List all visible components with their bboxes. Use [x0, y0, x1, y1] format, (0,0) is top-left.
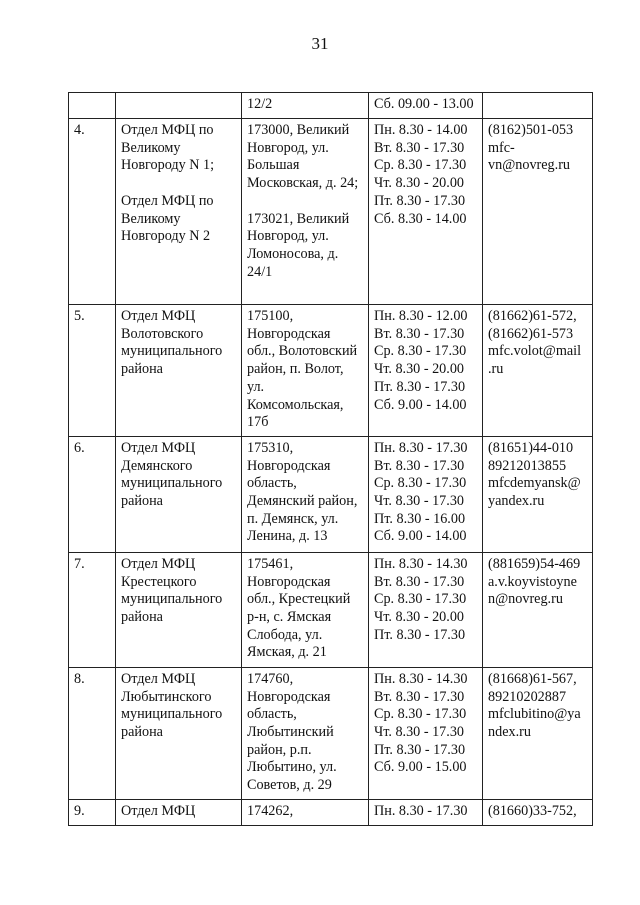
row-number-cell: 6. [69, 436, 116, 552]
office-name-cell: Отдел МФЦ Любытинского муниципального района [116, 667, 242, 799]
row-number-cell: 4. [69, 119, 116, 305]
contacts-cell [483, 93, 593, 119]
table-row [69, 799, 593, 825]
office-name-cell [116, 93, 242, 119]
hours-cell: Пн. 8.30 - 14.00 Вт. 8.30 - 17.30 Ср. 8.30 - 17.30 Чт. 8.30 - 20.00 Пт. 8.30 - 17.30 Сб. 8.30 - 14.00 [369, 119, 483, 305]
table-row [69, 436, 593, 552]
mfc-offices-table [68, 92, 593, 826]
contacts-cell: (81660)33-752, [483, 799, 593, 825]
address-cell: 174262, [242, 799, 369, 825]
hours-cell: Пн. 8.30 - 17.30 [369, 799, 483, 825]
office-name-cell: Отдел МФЦ [116, 799, 242, 825]
address-cell: 175310, Новгородская область, Демянский район, п. Демянск, ул. Ленина, д. 13 [242, 436, 369, 552]
address-cell: 12/2 [242, 93, 369, 119]
office-name-cell: Отдел МФЦ Крестецкого муниципального района [116, 552, 242, 667]
hours-cell: Сб. 09.00 - 13.00 [369, 93, 483, 119]
row-number-cell: 5. [69, 305, 116, 437]
contacts-cell: (8162)501-053 mfc- vn@novreg.ru [483, 119, 593, 305]
hours-cell: Пн. 8.30 - 17.30 Вт. 8.30 - 17.30 Ср. 8.30 - 17.30 Чт. 8.30 - 17.30 Пт. 8.30 - 16.00 Сб. 9.00 - 14.00 [369, 436, 483, 552]
contacts-cell: (81668)61-567, 89210202887 mfclubitino@ya ndex.ru [483, 667, 593, 799]
address-cell: 175461, Новгородская обл., Крестецкий р-н, с. Ямская Слобода, ул. Ямская, д. 21 [242, 552, 369, 667]
office-name-cell: Отдел МФЦ Демянского муниципального района [116, 436, 242, 552]
row-number-cell: 8. [69, 667, 116, 799]
office-name-cell: Отдел МФЦ Волотовского муниципального района [116, 305, 242, 437]
table-row [69, 305, 593, 437]
address-cell: 173000, Великий Новгород, ул. Большая Московская, д. 24; 173021, Великий Новгород, ул. Ломоносова, д. 24/1 [242, 119, 369, 305]
table-row [69, 667, 593, 799]
office-name-cell: Отдел МФЦ по Великому Новгороду N 1; Отдел МФЦ по Великому Новгороду N 2 [116, 119, 242, 305]
contacts-cell: (881659)54-469 a.v.koyvistoyne n@novreg.ru [483, 552, 593, 667]
table-row [69, 119, 593, 305]
hours-cell: Пн. 8.30 - 14.30 Вт. 8.30 - 17.30 Ср. 8.30 - 17.30 Чт. 8.30 - 17.30 Пт. 8.30 - 17.30 Сб. 9.00 - 15.00 [369, 667, 483, 799]
row-number-cell [69, 93, 116, 119]
address-cell: 175100, Новгородская обл., Волотовский район, п. Волот, ул. Комсомольская, 17б [242, 305, 369, 437]
table-row [69, 93, 593, 119]
table-row [69, 552, 593, 667]
address-cell: 174760, Новгородская область, Любытинский район, р.п. Любытино, ул. Советов, д. 29 [242, 667, 369, 799]
hours-cell: Пн. 8.30 - 14.30 Вт. 8.30 - 17.30 Ср. 8.30 - 17.30 Чт. 8.30 - 20.00 Пт. 8.30 - 17.30 [369, 552, 483, 667]
row-number-cell: 7. [69, 552, 116, 667]
page-number: 31 [311, 34, 329, 53]
contacts-cell: (81651)44-010 89212013855 mfcdemyansk@ yandex.ru [483, 436, 593, 552]
contacts-cell: (81662)61-572, (81662)61-573 mfc.volot@mail .ru [483, 305, 593, 437]
hours-cell: Пн. 8.30 - 12.00 Вт. 8.30 - 17.30 Ср. 8.30 - 17.30 Чт. 8.30 - 20.00 Пт. 8.30 - 17.30 Сб. 9.00 - 14.00 [369, 305, 483, 437]
row-number-cell: 9. [69, 799, 116, 825]
